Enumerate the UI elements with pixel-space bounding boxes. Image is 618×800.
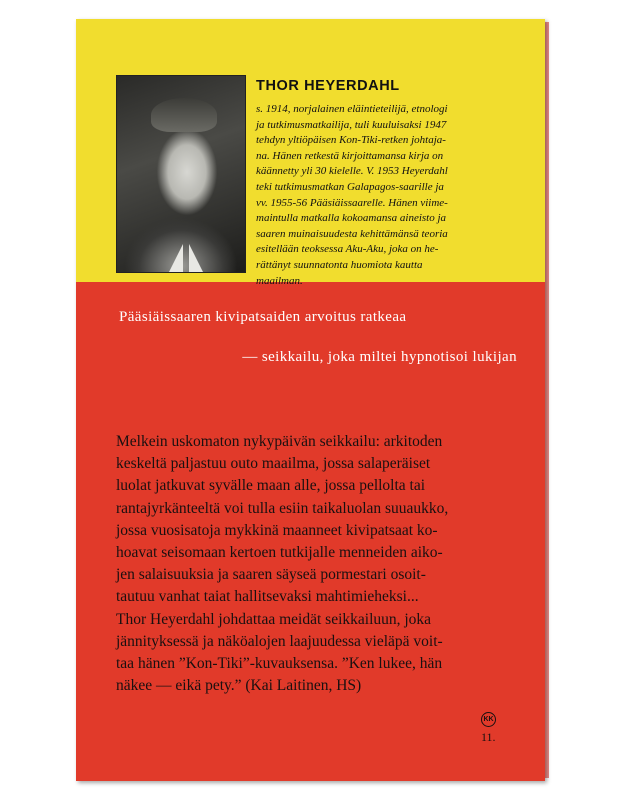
bio-line: käännetty yli 30 kielelle. V. 1953 Heyerdahl — [256, 165, 448, 178]
bio-line: esitellään teoksessa Aku-Aku, joka on he- — [256, 243, 439, 256]
book-back-cover — [76, 19, 545, 781]
book-description — [116, 431, 514, 697]
tagline-primary: Pääsiäissaaren kivipatsaiden arvoitus ratkeaa — [119, 309, 407, 325]
description-line: jen salaisuuksia ja saaren säyseä pormestari osoit- — [116, 566, 426, 584]
bio-line: tehdyn yltiöpäisen Kon-Tiki-retken johtaja- — [256, 134, 446, 147]
description-line: Melkein uskomaton nykypäivän seikkailu: arkitoden — [116, 433, 443, 450]
bio-line: vv. 1955-56 Pääsiäissaarelle. Hänen viime- — [256, 196, 448, 209]
catalog-number: 11. — [481, 730, 496, 744]
photo-hair — [151, 98, 217, 132]
bio-line: rättänyt suunnatonta huomiota kautta — [256, 258, 423, 271]
description-line: näkee — eikä pety.” (Kai Laitinen, HS) — [116, 677, 362, 695]
author-name: THOR HEYERDAHL — [256, 78, 400, 94]
description-line: jossa vuosisatoja mykkinä maanneet kivipatsaat ko- — [116, 521, 438, 539]
tagline-secondary: — seikkailu, joka miltei hypnotisoi lukijan — [242, 349, 517, 365]
description-line: luolat jatkuvat syvälle maan alle, jossa pellolta tai — [116, 477, 426, 495]
author-photo — [116, 75, 246, 273]
description-line: rantajyrkänteeltä voi tulla esiin taikaluolan suuaukko, — [116, 499, 449, 517]
author-panel — [76, 19, 545, 287]
author-bio — [256, 102, 514, 289]
bio-line: ja tutkimusmatkailija, tuli kuuluisaksi 1947 — [256, 118, 447, 131]
publisher-logo: KK — [481, 712, 496, 727]
description-line: taa hänen ”Kon-Tiki”-kuvauksensa. ”Ken lukee, hän — [116, 655, 443, 673]
bio-line: na. Hänen retkestä kirjoittamansa kirja on — [256, 149, 444, 162]
description-line: Thor Heyerdahl johdattaa meidät seikkailuun, joka — [116, 610, 432, 628]
bio-line: saaren muinaisuudesta kehittämänsä teoria — [256, 227, 448, 240]
bio-line: s. 1914, norjalainen eläintieteilijä, etnologi — [256, 103, 448, 115]
description-line: keskeltä paljastuu outo maailma, jossa salaperäiset — [116, 455, 431, 473]
book-page-edge — [545, 22, 549, 778]
photo-collar-right — [189, 244, 225, 272]
bio-line: maailman. — [256, 274, 303, 287]
bio-line: teki tutkimusmatkan Galapagos-saarille ja — [256, 180, 444, 193]
description-line: hoavat seisomaan kertoen tutkijalle menneiden aiko- — [116, 544, 443, 562]
photo-collar-left — [147, 244, 183, 272]
bio-line: maintulla matkalla kokoamansa aineisto ja — [256, 212, 447, 225]
description-line: jännityksessä ja näköalojen laajuudessa vieläpä voit- — [116, 632, 443, 650]
description-line: tautuu vanhat taiat hallitsevaksi mahtimieheksi... — [116, 588, 419, 606]
